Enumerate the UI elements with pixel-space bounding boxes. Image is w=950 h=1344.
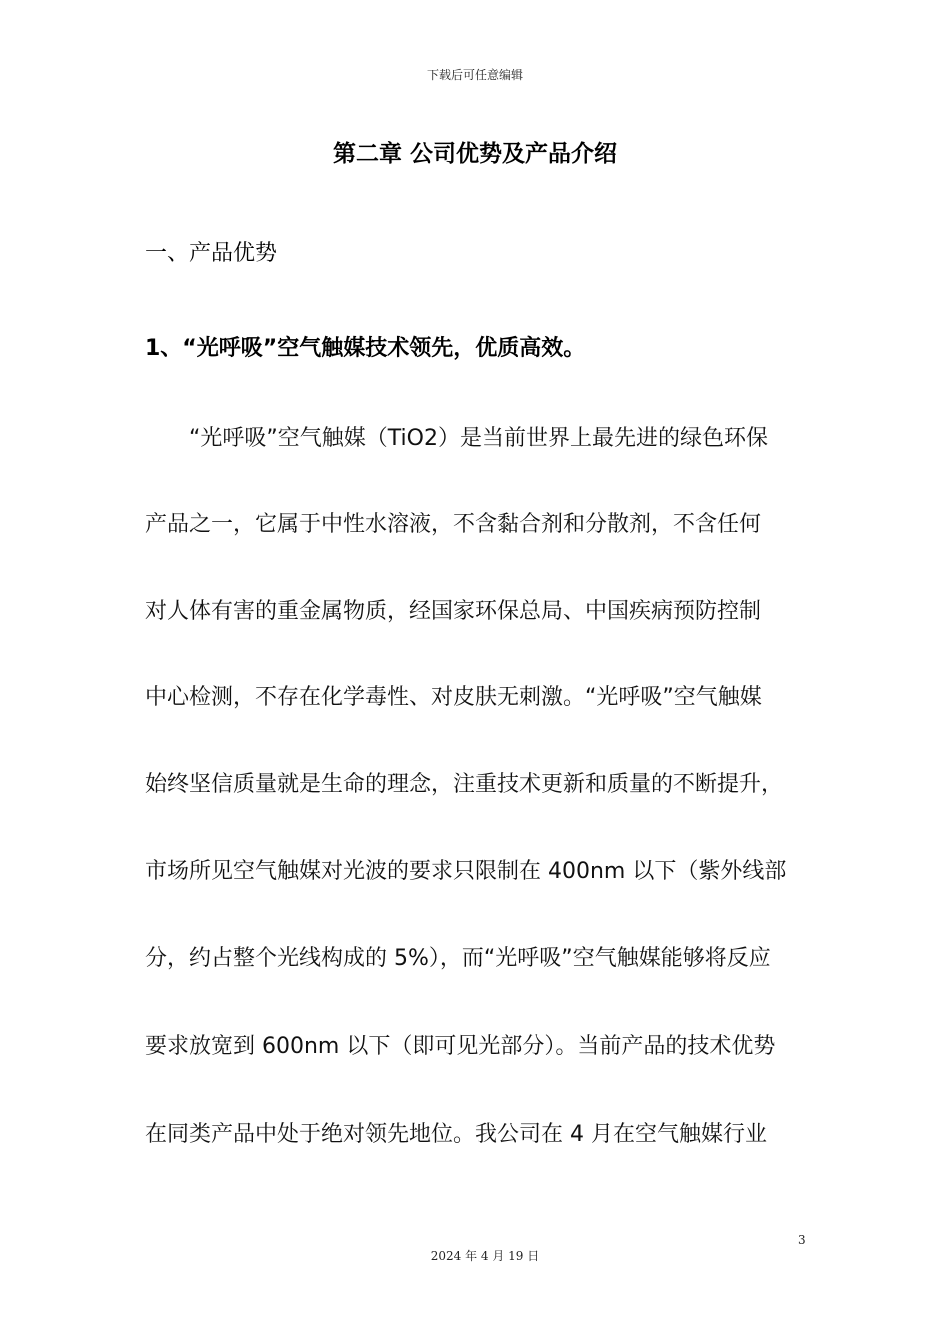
paragraph-line: 始终坚信质量就是生命的理念，注重技术更新和质量的不断提升， [145,772,784,797]
paragraph-line: “光呼吸”空气触媒（TiO2）是当前世界上最先进的绿色环保 [189,426,768,451]
section-heading: 一、产品优势 [145,241,278,266]
chapter-title: 第二章 公司优势及产品介绍 [332,141,617,167]
paragraph-line: 市场所见空气触媒对光波的要求只限制在 400nm 以下（紫外线部 [145,859,787,884]
header-note: 下载后可任意编辑 [426,68,523,82]
paragraph-line: 中心检测，不存在化学毒性、对皮肤无刺激。“光呼吸”空气触媒 [145,685,762,710]
paragraph-line: 要求放宽到 600nm 以下（即可见光部分）。当前产品的技术优势 [145,1034,776,1059]
paragraph-line: 分，约占整个光线构成的 5%），而“光呼吸”空气触媒能够将反应 [145,946,771,971]
page-number: 3 [798,1233,806,1247]
footer-date: 2024 年 4 月 19 日 [430,1249,540,1263]
paragraph-line: 产品之一，它属于中性水溶液，不含黏合剂和分散剂，不含任何 [145,512,762,537]
paragraph-line: 在同类产品中处于绝对领先地位。我公司在 4 月在空气触媒行业 [145,1122,767,1147]
sub-heading: 1、“光呼吸”空气触媒技术领先，优质高效。 [145,336,586,361]
paragraph-line: 对人体有害的重金属物质，经国家环保总局、中国疾病预防控制 [145,599,762,624]
